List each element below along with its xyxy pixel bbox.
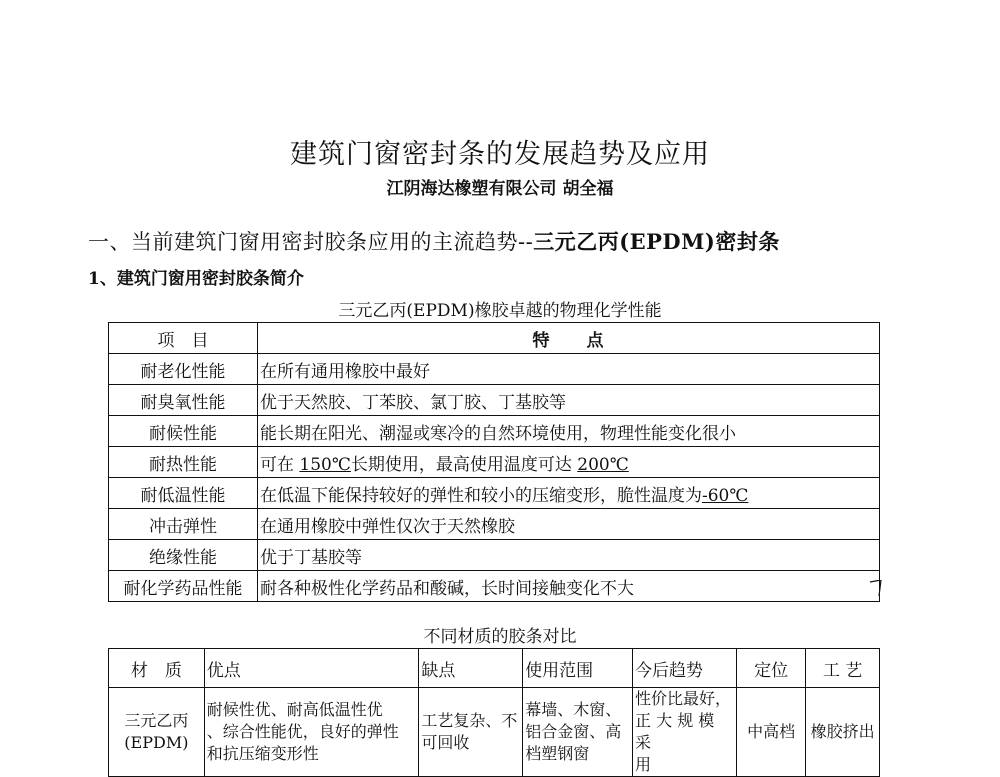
section-heading-1 <box>88 226 780 256</box>
cons-cell <box>419 688 523 777</box>
property-name: 耐臭氧性能 <box>109 385 258 416</box>
table-header-row <box>109 649 880 688</box>
property-feature: 在通用橡胶中弹性仅次于天然橡胶 <box>258 509 880 540</box>
scope-cell <box>523 688 633 777</box>
material-cell <box>109 688 205 777</box>
col-header-pros: 优点 <box>204 649 419 688</box>
section-heading-prefix: 一、当前建筑门窗用密封胶条应用的主流趋势-- <box>88 230 534 254</box>
property-feature <box>258 478 880 509</box>
col-header-process: 工 艺 <box>806 649 880 688</box>
col-header-item: 项 目 <box>109 323 258 354</box>
paper-title: 建筑门窗密封条的发展趋势及应用 <box>290 139 710 170</box>
property-feature: 能长期在阳光、潮湿或寒冷的自然环境使用，物理性能变化很小 <box>258 416 880 447</box>
temperature-value: 150℃ <box>299 454 351 475</box>
property-name: 绝缘性能 <box>109 540 258 571</box>
position-cell: 中高档 <box>736 688 806 777</box>
property-feature: 优于天然胶、丁苯胶、氯丁胶、丁基胶等 <box>258 385 880 416</box>
trend-cell <box>633 688 737 777</box>
epdm-properties-table <box>108 322 880 602</box>
author-affiliation: 江阴海达橡塑有限公司 胡全福 <box>386 179 614 199</box>
table-row <box>109 385 880 416</box>
property-name: 耐低温性能 <box>109 478 258 509</box>
scope-line: 幕墙、木窗、 <box>525 700 622 719</box>
col-header-feature: 特 点 <box>258 323 880 354</box>
cons-line: 工艺复杂、不 <box>421 711 518 730</box>
col-header-cons: 缺点 <box>419 649 523 688</box>
trend-line: 用 <box>635 755 652 774</box>
table-row <box>109 478 880 509</box>
temperature-value: 200℃ <box>577 454 629 475</box>
property-name: 冲击弹性 <box>109 509 258 540</box>
pros-line: 耐候性优、耐高低温性优 <box>206 700 383 719</box>
table-row <box>109 540 880 571</box>
feature-text: 在低温下能保持较好的弹性和较小的压缩变形，脆性温度为 <box>260 485 702 506</box>
col-header-position: 定位 <box>736 649 806 688</box>
temperature-value: -60℃ <box>702 485 749 506</box>
material-code: (EPDM) <box>124 733 189 752</box>
property-name: 耐热性能 <box>109 447 258 478</box>
property-name: 耐化学药品性能 <box>109 571 258 602</box>
scope-line: 铝合金窗、高 <box>525 722 622 741</box>
table-row <box>109 416 880 447</box>
property-feature: 优于丁基胶等 <box>258 540 880 571</box>
trend-line: 性价比最好， <box>635 689 732 708</box>
property-feature: 耐各种极性化学药品和酸碱，长时间接触变化不大 <box>258 571 880 602</box>
pros-line: 、综合性能优，良好的弹性 <box>206 722 399 741</box>
feature-text: 可在 <box>260 454 300 475</box>
pros-line: 和抗压缩变形性 <box>206 744 319 763</box>
table2-caption: 不同材质的胶条对比 <box>423 627 577 647</box>
table-row <box>109 571 880 602</box>
scope-line: 档塑钢窗 <box>525 744 590 763</box>
section-heading-emphasis: 三元乙丙(EPDM)密封条 <box>533 229 780 254</box>
col-header-scope: 使用范围 <box>523 649 633 688</box>
material-name: 三元乙丙 <box>124 711 189 730</box>
pros-cell <box>204 688 419 777</box>
property-feature: 在所有通用橡胶中最好 <box>258 354 880 385</box>
material-comparison-table <box>108 648 880 777</box>
col-header-trend: 今后趋势 <box>633 649 737 688</box>
table1-caption: 三元乙丙(EPDM)橡胶卓越的物理化学性能 <box>338 301 662 321</box>
table-row <box>109 509 880 540</box>
property-feature <box>258 447 880 478</box>
scan-pen-mark-icon <box>868 580 884 598</box>
cons-line: 可回收 <box>421 733 470 752</box>
subsection-heading-1: 1、建筑门窗用密封胶条简介 <box>88 269 304 289</box>
feature-text: 长期使用，最高使用温度可达 <box>350 454 578 475</box>
table-header-row <box>109 323 880 354</box>
property-name: 耐候性能 <box>109 416 258 447</box>
table-row <box>109 447 880 478</box>
trend-line: 正 大 规 模 采 <box>635 711 715 752</box>
property-name: 耐老化性能 <box>109 354 258 385</box>
table-row <box>109 688 880 777</box>
col-header-material: 材 质 <box>109 649 205 688</box>
process-cell: 橡胶挤出 <box>806 688 880 777</box>
table-row <box>109 354 880 385</box>
